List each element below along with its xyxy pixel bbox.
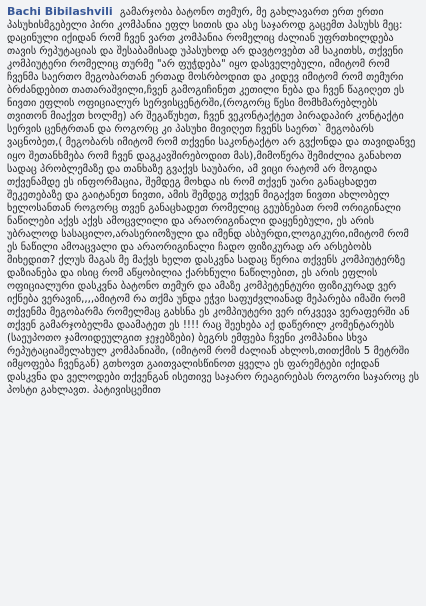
comment	[7, 5, 420, 397]
comment-author-link[interactable]: Bachi Bibilashvili	[7, 5, 113, 18]
comment-text: გამარჯობა ბატონო თემურ, მე გახლავართ ერთ ერთი პასუხისმგებელი პირი კომპანია ეფლ სითის და ასე საჯაროდ გაცემთ პასუხს მეც: დაცინული იქიდან რომ ჩვენ ვართ კომპანია რომელიც ძალიან უფრთხილდება თავის რეპუტაციას და შესაბამისად უპასუხოდ არ დავტოვებთ ამ საკითხს, თქვენი კომპიუტერი რომელიც თურმე "არ ფუჭდება" იყო დასველებული, იმიტომ რომ ჩვენმა საერთო მეგობართან ერთად მოსრბოდით და კიდევ იმიტომ რომ თემური ბრძანდებით თათარაშვილი,ჩვენ გამოგიჩინეთ კეთილი ნება და ჩვენ წაგიღეთ ეს ნივთი ეფლის ოფიციალურ სერვისცენტრში,(როგორც წესი მომხმარებლებს თვითონ მიაქვთ ხოლმე) არ შეგაწუხეთ, ჩვენ ვეკონტაქტეთ პირადაპირ კონტაქტი სერვის ცენტრთან და როგორც კი პასუხი მივიღეთ ჩვენს საერთ` მეგობარს ვაცნობეთ,( მეგობარს იმიტომ რომ თქვენი საკონტაქტო არ გვქონდა და თავიდანვე იყო შეთანხმება რომ ჩვენ დაგკავშირებოდით მას),მიმოწერა შემიძლია განახოთ სადაც პრობლემაზე და თანხაზე გვაქვს საუბარი, ამ ვიცი რატომ არ მოგიდა თქვენამდე ეს ინფორმაცია, შემდეგ მოხდა ის რომ თქვენ უარი განაცხადეთ შეკეთებაზე და გაიტანეთ ნივთი, ამის შემდეგ თქვენ მიგაქვთ ნივთი ახლობელ ხელოსანთან როგორც თვენ განაცხადეთ რომელიც გეუბნებათ რომ ორიგინალი ნაწილები აქვს აქვს ამოცვლილი და არაორიგინალი დაყენებული, ეს არის უბრალოდ სასაცილო,არასერიოზული და იმენდ ასბურდი,ლოგიკური,იმიტომ რომ ეს ნაწილი ამოაცვალი და არაორიგინალი ჩადო ფიზიკურად არ არსებობს მიხედით? ქლუს მაგას მე მაქვს ხელთ დასკვნა სადაც წერია თქვენს კომპიუტერზე დაზიანება და ისიც რომ აწყობილია ქარხნული ნაწილებით, ეს არის ეფლის ოფიციალური დასკვნა ბატონო თემურ და ამაზე კომპეტენტური ფიზიკურად ვერ იქნება ვერავინ,,,,ამიტომ რა თქმა უნდა ეჭვი საფუძვლიანად მეპარება იმაში რომ თქვენმა მეგობარმა რომელმაც გახსნა ეს კომპიუტერი ვერ ირკვევა ვერაფერში ან თქვენ გამარჯობელმა დაამატეთ ეს !!!! რაც შეეხება აქ დაწერილ კომენტარებს (საეუპოთო ჯამოიდეულგით ჯეჯებზები) ბეგრს ემფება ჩვენი კომპანია სხვა რეპუტაციაშელახულ კომპანიაში, (იმიტომ რომ ძალიან ახლოს,თითქმის 5 მეტრში იმყოფება ჩვენგან) გთხოვთ გაითვალისწინოთ ყველა ეს ფარემტები იქიდან დასკვნა და ველოდები თქვენგან ისეთივე საჯარო რეაგირებას როგორი საჯაროც ეს პოსტი გახლავთ. პატივისცემით	[7, 7, 420, 397]
